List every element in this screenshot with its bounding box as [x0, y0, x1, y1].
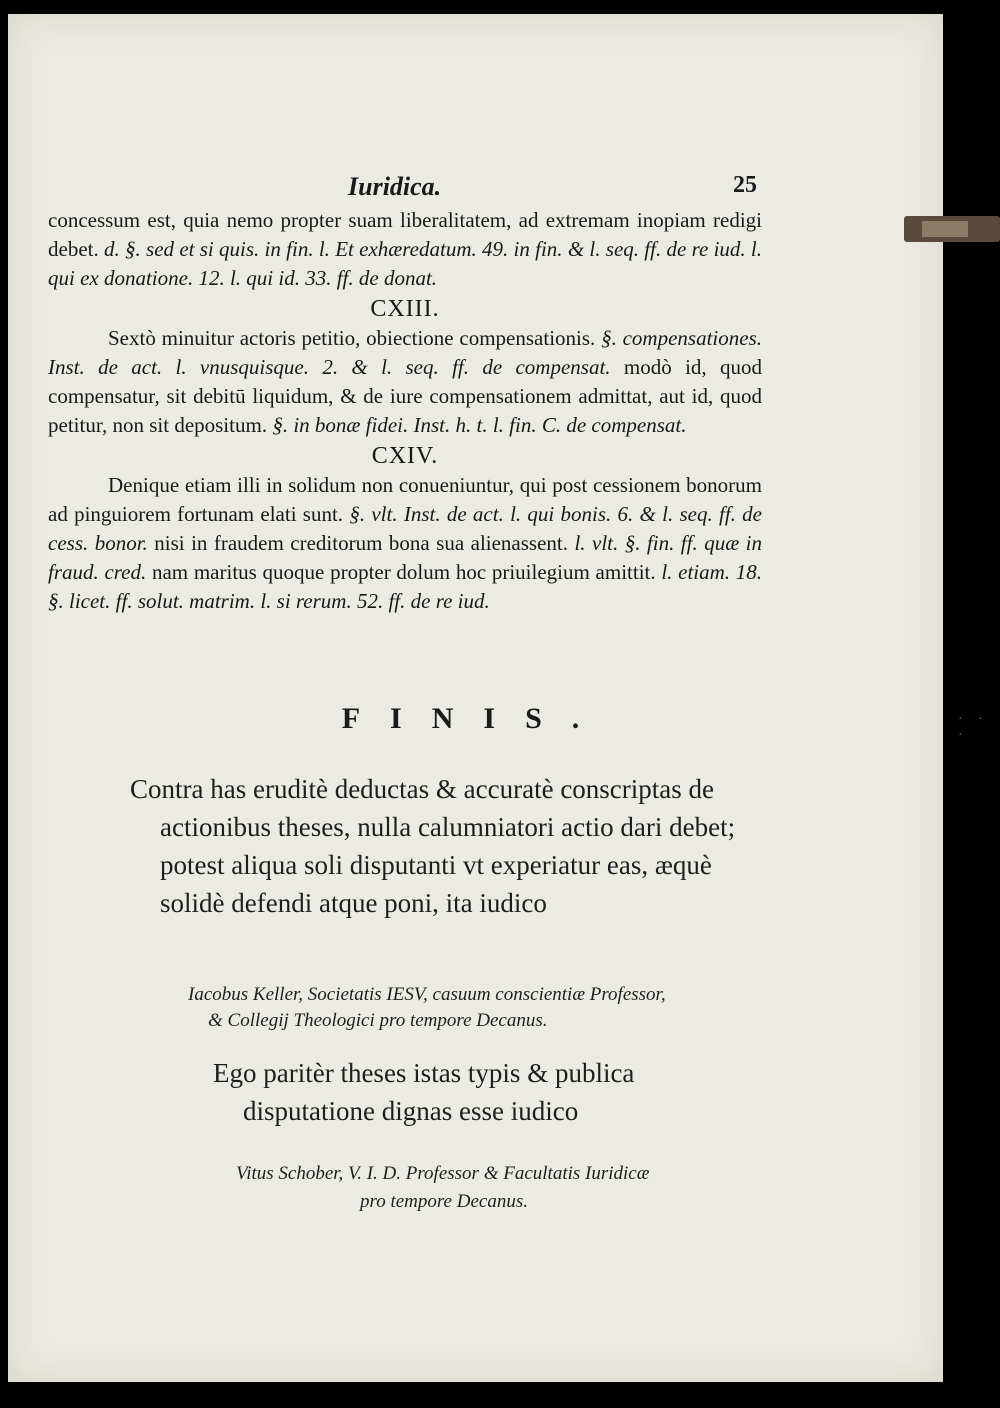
citation: §. compensationes. Inst. de act. l. vnusquisque. 2. & l. seq. ff. de compensat. — [48, 326, 762, 379]
paragraph-text: Sextò minuitur actoris petitio, obiectione compensationis. — [108, 326, 596, 350]
approval-statement — [130, 770, 770, 922]
signature — [158, 982, 758, 1034]
signature-line: Iacobus Keller, Societatis IESV, casuum conscientiæ Professor, — [188, 984, 666, 1005]
paragraph — [48, 206, 762, 293]
main-text — [48, 206, 762, 616]
book-page — [8, 14, 943, 1382]
citation: §. vlt. Inst. de act. l. qui bonis. 6. & l. seq. ff. de cess. bonor. — [48, 502, 762, 555]
page-tab-marker — [904, 216, 1000, 242]
section-number: CXIII. — [370, 296, 440, 322]
section-number: CXIV. — [371, 443, 439, 469]
paragraph — [48, 471, 762, 616]
citation: l. vlt. §. fin. ff. quæ in fraud. cred. — [48, 531, 762, 584]
signature-line: pro tempore Decanus. — [360, 1191, 528, 1212]
page-number: 25 — [733, 172, 757, 198]
approval-statement — [213, 1054, 773, 1130]
citation: l. etiam. 18. §. licet. ff. solut. matrim. l. si rerum. 52. ff. de re iud. — [48, 560, 763, 613]
citation: d. §. sed et si quis. in fin. l. Et exhæredatum. 49. in fin. & l. seq. ff. de re iud. l. qui ex donatione. 12. l. qui id. 33. ff. de donat. — [48, 237, 763, 290]
paragraph-text: Denique etiam illi in solidum non conueniuntur, qui post cessionem bonorum ad pinguiorem fortunam elati sunt. — [48, 473, 762, 526]
signature — [236, 1160, 796, 1216]
signature-line: & Collegij Theologici pro tempore Decanus. — [208, 1010, 548, 1031]
approval-text: Ego paritèr theses istas typis & publica disputatione dignas esse iudico — [213, 1058, 635, 1126]
paragraph-text: concessum est, quia nemo propter suam liberalitatem, ad extremam inopiam redigi debet. — [48, 208, 762, 261]
paragraph — [48, 324, 762, 440]
paragraph-text: nam maritus quoque propter dolum hoc priuilegium amittit. — [151, 560, 656, 584]
paragraph-text: nisi in fraudem creditorum bona sua alienassent. — [154, 531, 568, 555]
approval-text: Contra has eruditè deductas & accuratè conscriptas de actionibus theses, nulla calumniatori actio dari debet; potest aliqua soli disputanti vt experiatur eas, æquè solidè defendi atque poni, ita iudico — [130, 774, 736, 918]
signature-line: Vitus Schober, V. I. D. Professor & Facultatis Iuridicæ — [236, 1163, 650, 1184]
finis-heading: FINIS. — [341, 702, 610, 735]
running-head: Iuridica. — [348, 172, 442, 201]
paragraph-text: modò id, quod compensatur, sit debitū liquidum, & de iure compensationem admittat, aut id, quod petitur, non sit depositum. — [48, 355, 762, 437]
citation: §. in bonæ fidei. Inst. h. t. l. fin. C. de compensat. — [272, 413, 687, 437]
page-header — [8, 162, 943, 202]
edge-marks: · · · — [958, 712, 989, 743]
